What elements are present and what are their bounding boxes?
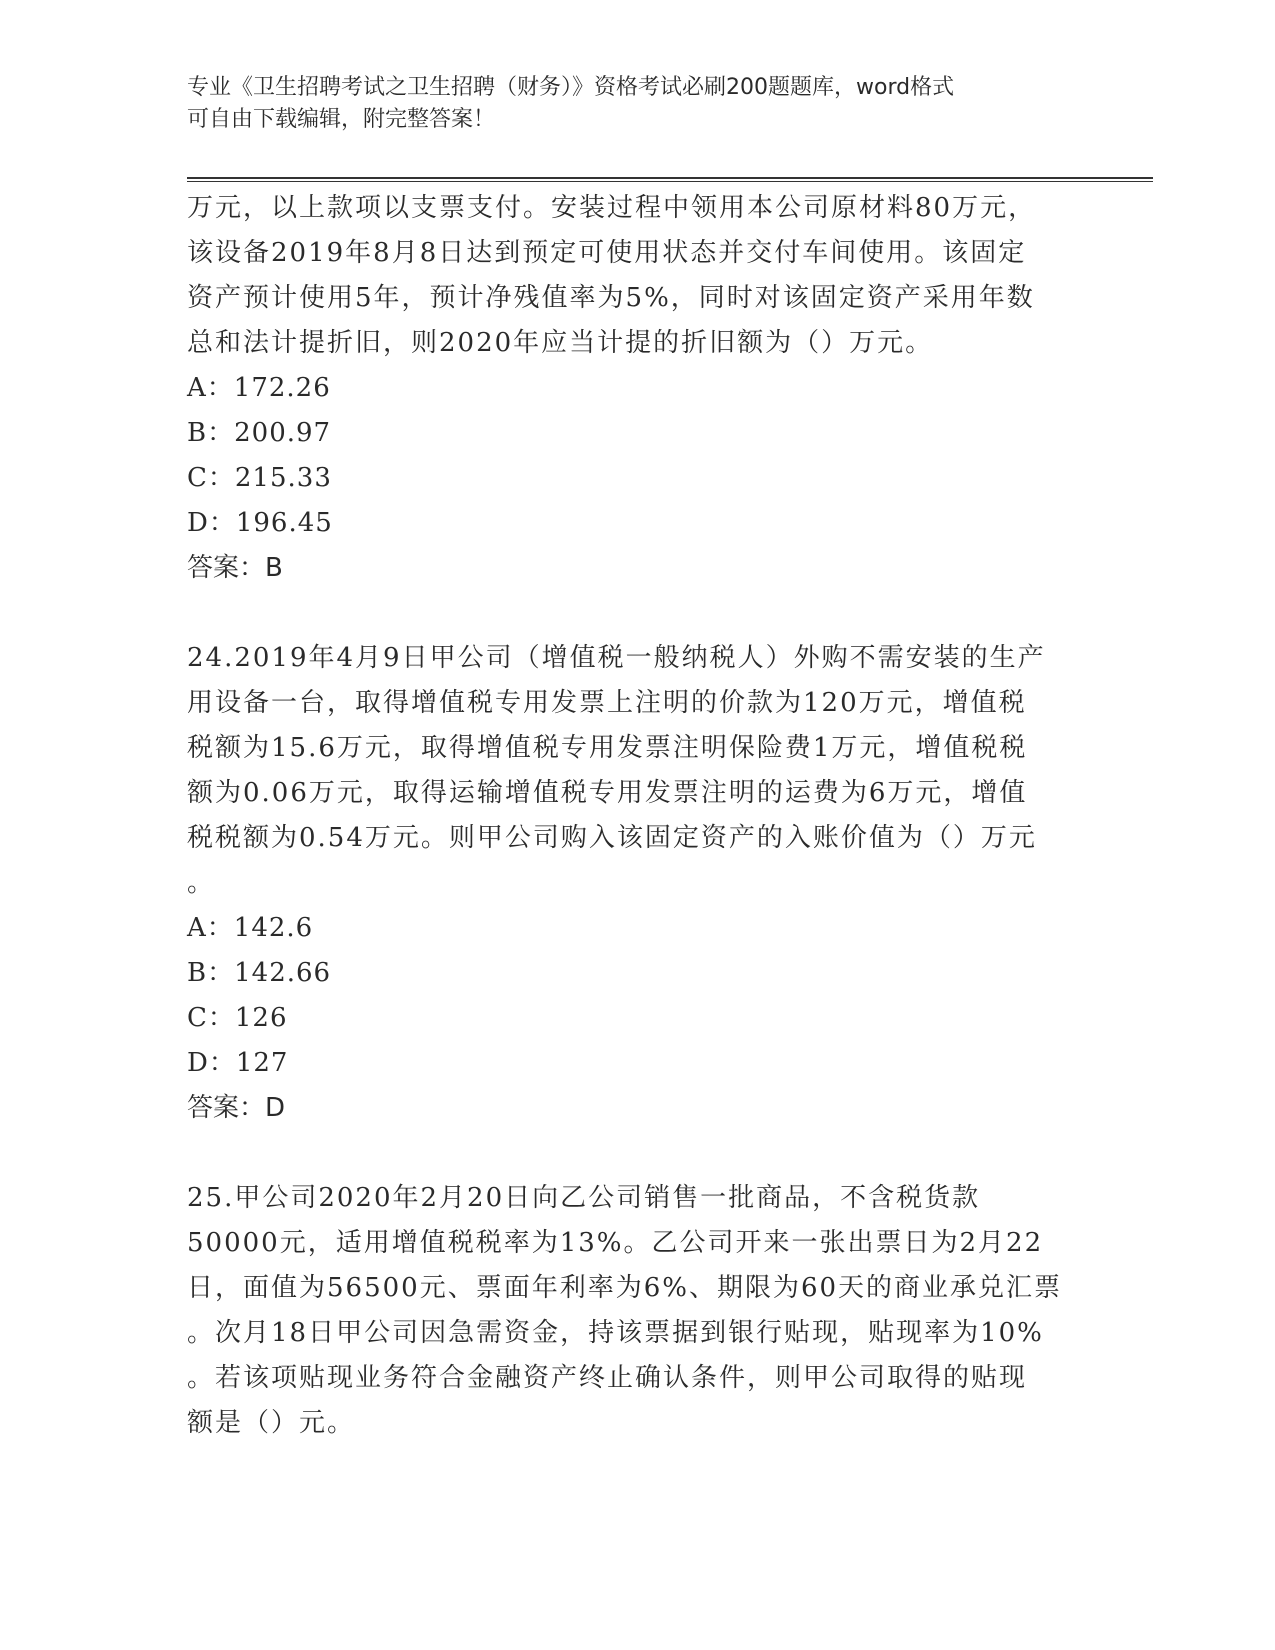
question-text-line: 。次月18日甲公司因急需资金，持该票据到银行贴现，贴现率为10% bbox=[187, 1318, 1044, 1348]
document-body bbox=[187, 186, 1087, 1446]
question-text-line: 25.甲公司2020年2月20日向乙公司销售一批商品，不含税货款 bbox=[187, 1183, 981, 1213]
option-c: C：215.33 bbox=[187, 463, 332, 493]
spacer bbox=[187, 591, 1087, 636]
question-text-line: 额为0.06万元，取得运输增值税专用发票注明的运费为6万元，增值 bbox=[187, 778, 1028, 808]
option-a: A：142.6 bbox=[187, 913, 314, 943]
answer-line: 答案：D bbox=[187, 1093, 286, 1123]
header-line-1: 专业《卫生招聘考试之卫生招聘（财务）》资格考试必刷200题题库，word格式 bbox=[187, 75, 955, 100]
question-text-line: 24.2019年4月9日甲公司（增值税一般纳税人）外购不需安装的生产 bbox=[187, 643, 1046, 673]
question-text-line: 万元，以上款项以支票支付。安装过程中领用本公司原材料80万元， bbox=[187, 193, 1037, 223]
question-text-line: 50000元，适用增值税税率为13%。乙公司开来一张出票日为2月22 bbox=[187, 1228, 1044, 1258]
header-divider bbox=[187, 177, 1153, 182]
page-header bbox=[187, 72, 1067, 136]
question-text-line: 税额为15.6万元，取得增值税专用发票注明保险费1万元，增值税税 bbox=[187, 733, 1028, 763]
question-text-line: 总和法计提折旧，则2020年应当计提的折旧额为（）万元。 bbox=[187, 328, 934, 358]
question-text-line: 该设备2019年8月8日达到预定可使用状态并交付车间使用。该固定 bbox=[187, 238, 1027, 268]
spacer bbox=[187, 1131, 1087, 1176]
option-d: D：196.45 bbox=[187, 508, 333, 538]
option-d: D：127 bbox=[187, 1048, 289, 1078]
question-text-line: 额是（）元。 bbox=[187, 1408, 356, 1438]
option-b: B：142.66 bbox=[187, 958, 332, 988]
answer-line: 答案：B bbox=[187, 553, 283, 583]
option-c: C：126 bbox=[187, 1003, 288, 1033]
question-text-line: 。若该项贴现业务符合金融资产终止确认条件，则甲公司取得的贴现 bbox=[187, 1363, 1028, 1393]
question-text-line: 用设备一台，取得增值税专用发票上注明的价款为120万元，增值税 bbox=[187, 688, 1027, 718]
option-a: A：172.26 bbox=[187, 373, 331, 403]
question-text-line: 日，面值为56500元、票面年利率为6%、期限为60天的商业承兑汇票 bbox=[187, 1273, 1063, 1303]
question-24 bbox=[187, 636, 1087, 1131]
question-23 bbox=[187, 186, 1087, 591]
header-line-2: 可自由下载编辑，附完整答案！ bbox=[187, 107, 496, 132]
question-text-line: 。 bbox=[187, 868, 216, 898]
option-b: B：200.97 bbox=[187, 418, 332, 448]
question-text-line: 税税额为0.54万元。则甲公司购入该固定资产的入账价值为（）万元 bbox=[187, 823, 1037, 853]
question-text-line: 资产预计使用5年，预计净残值率为5%，同时对该固定资产采用年数 bbox=[187, 283, 1035, 313]
question-25 bbox=[187, 1176, 1087, 1446]
